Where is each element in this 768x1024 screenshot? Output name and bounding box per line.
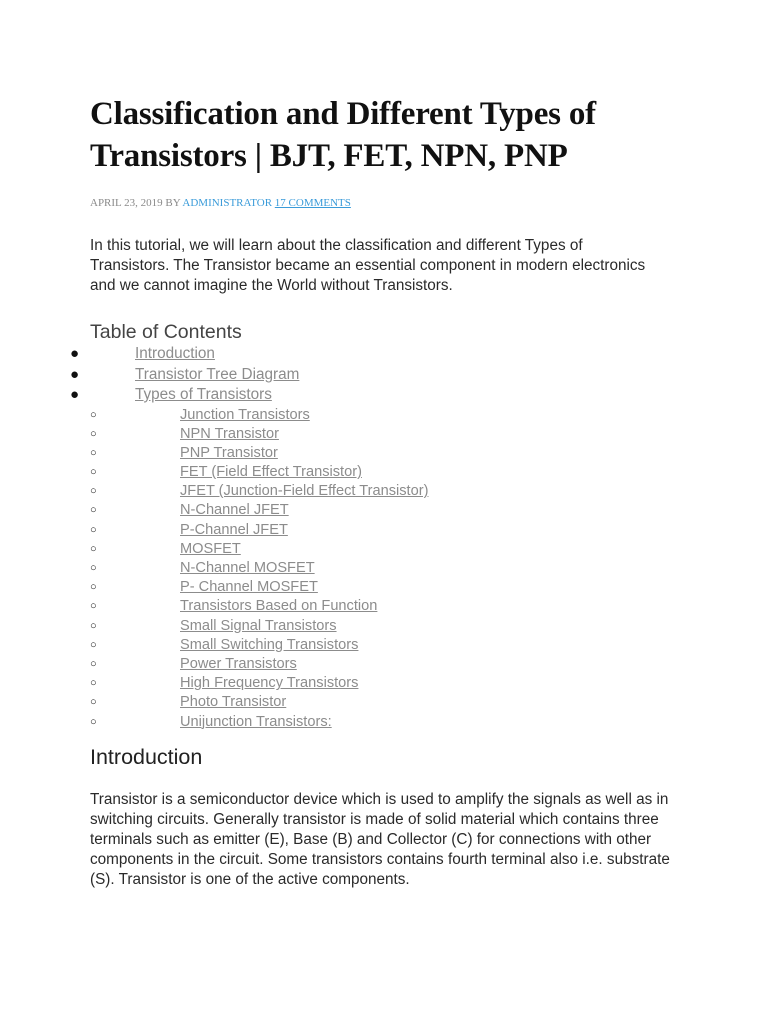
toc-link[interactable]: Junction Transistors	[180, 406, 310, 423]
section-body: Transistor is a semiconductor device which is used to amplify the signals as well as in switching circuits. Generally transistor is made of solid material which contains three terminals such as emitter (E), Base (B) and Collector (C) for connections with other components in the circuit. Some transistors contains fourth terminal also i.e. substrate (S). Transistor is one of the active components.	[90, 790, 670, 888]
article	[70, 93, 690, 905]
list-item	[90, 540, 690, 559]
toc-title: Table of Contents	[90, 321, 242, 343]
list-item	[90, 559, 690, 578]
table-of-contents	[70, 344, 690, 732]
author-link[interactable]: ADMINISTRATOR	[182, 197, 273, 209]
toc-link[interactable]: Photo Transistor	[180, 694, 287, 711]
section-heading: Introduction	[90, 744, 203, 769]
circle-bullet-icon: ○	[90, 408, 97, 421]
circle-bullet-icon: ○	[90, 542, 97, 555]
circle-bullet-icon: ○	[90, 715, 97, 728]
list-item	[90, 463, 690, 482]
circle-bullet-icon: ○	[90, 638, 97, 651]
toc-link[interactable]: NPN Transistor	[180, 425, 279, 442]
toc-link[interactable]: Power Transistors	[180, 655, 297, 672]
toc-link[interactable]: Types of Transistors	[135, 386, 272, 403]
toc-link[interactable]: PNP Transistor	[180, 444, 278, 461]
toc-link[interactable]: P-Channel JFET	[180, 521, 288, 538]
toc-link[interactable]: High Frequency Transistors	[180, 675, 359, 692]
article-title: Classification and Different Types of Transistors | BJT, FET, NPN, PNP	[90, 96, 596, 174]
toc-link[interactable]: Unijunction Transistors:	[180, 713, 332, 730]
circle-bullet-icon: ○	[90, 657, 97, 670]
toc-link[interactable]: Transistor Tree Diagram	[135, 365, 300, 383]
list-item	[90, 406, 690, 425]
by-label: BY	[165, 197, 181, 209]
list-item	[90, 425, 690, 444]
list-item	[90, 655, 690, 674]
list-item	[90, 578, 690, 597]
list-item	[90, 636, 690, 655]
comments-link[interactable]: 17 COMMENTS	[274, 197, 351, 209]
circle-bullet-icon: ○	[90, 696, 97, 709]
list-item	[90, 501, 690, 520]
circle-bullet-icon: ○	[90, 485, 97, 498]
toc-link[interactable]: Small Switching Transistors	[180, 636, 359, 653]
list-item	[90, 713, 690, 732]
list-item	[90, 482, 690, 501]
circle-bullet-icon: ○	[90, 600, 97, 613]
list-item	[90, 693, 690, 712]
toc-link[interactable]: N-Channel MOSFET	[180, 560, 315, 576]
list-item	[70, 344, 690, 365]
toc-link[interactable]: P- Channel MOSFET	[180, 579, 318, 596]
post-date: APRIL 23, 2019	[90, 197, 163, 209]
list-item	[90, 444, 690, 463]
toc-link[interactable]: Transistors Based on Function	[180, 598, 378, 615]
disc-bullet-icon: ●	[70, 345, 80, 362]
circle-bullet-icon: ○	[90, 504, 97, 517]
circle-bullet-icon: ○	[90, 619, 97, 632]
intro-paragraph: In this tutorial, we will learn about the classification and different Types of Transistors. The Transistor became an essential component in modern electronics and we cannot imagine the World without Transistors.	[90, 237, 646, 294]
disc-bullet-icon: ●	[70, 365, 80, 383]
circle-bullet-icon: ○	[90, 523, 97, 536]
toc-link[interactable]: Introduction	[135, 345, 215, 362]
post-meta	[90, 196, 690, 210]
list-item	[70, 385, 690, 406]
toc-link[interactable]: MOSFET	[180, 540, 241, 557]
toc-link[interactable]: FET (Field Effect Transistor)	[180, 464, 362, 481]
circle-bullet-icon: ○	[90, 427, 97, 440]
list-item	[90, 597, 690, 616]
circle-bullet-icon: ○	[90, 446, 97, 459]
toc-link[interactable]: N-Channel JFET	[180, 502, 289, 519]
circle-bullet-icon: ○	[90, 562, 97, 574]
list-item	[70, 365, 690, 386]
list-item	[90, 617, 690, 636]
toc-link[interactable]: Small Signal Transistors	[180, 617, 337, 634]
circle-bullet-icon: ○	[90, 581, 97, 594]
circle-bullet-icon: ○	[90, 466, 97, 479]
list-item	[90, 521, 690, 540]
list-item	[90, 674, 690, 693]
disc-bullet-icon: ●	[70, 386, 80, 403]
toc-link[interactable]: JFET (Junction-Field Effect Transistor)	[180, 483, 429, 500]
circle-bullet-icon: ○	[90, 677, 97, 690]
